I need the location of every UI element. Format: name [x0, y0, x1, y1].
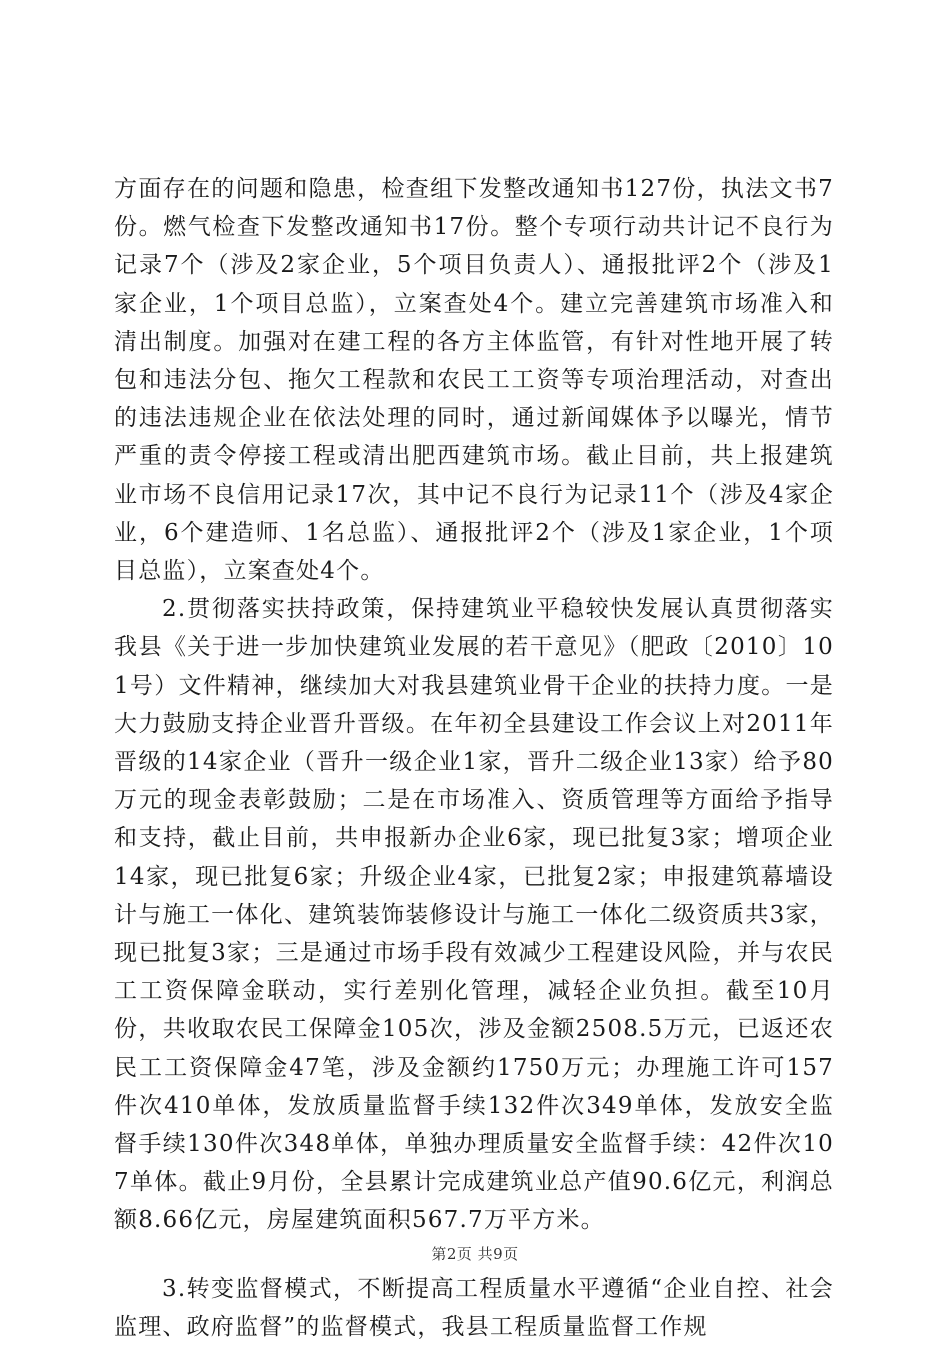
- paragraph-section-3: 3.转变监督模式，不断提高工程质量水平遵循“企业自控、社会监理、政府监督”的监督模式，我县工程质量监督工作规: [114, 1275, 834, 1340]
- page-footer: 第2页 共9页: [431, 1245, 519, 1263]
- paragraph-section-2: 2.贯彻落实扶持政策，保持建筑业平稳较快发展认真贯彻落实我县《关于进一步加快建筑业发展的若干意见》（肥政〔2010〕101号）文件精神，继续加大对我县建筑业骨干企业的扶持力度。一是大力鼓励支持企业晋升晋级。在年初全县建设工作会议上对2011年晋级的14家企业（晋升一级企业1家，晋升二级企业13家）给予80万元的现金表彰鼓励；二是在市场准入、资质管理等方面给予指导和支持，截止目前，共申报新办企业6家，现已批复3家；增项企业14家，现已批复6家；升级企业4家，已批复2家；申报建筑幕墙设计与施工一体化、建筑装饰装修设计与施工一体化二级资质共3家，现已批复3家；三是通过市场手段有效减少工程建设风险，并与农民工工资保障金联动，实行差别化管理，减轻企业负担。截至10月份，共收取农民工保障金105次，涉及金额2508.5万元，已返还农民工工资保障金47笔，涉及金额约1750万元；办理施工许可157件次410单体，发放质量监督手续132件次349单体，发放安全监督手续130件次348单体，单独办理质量安全监督手续：42件次107单体。截止9月份，全县累计完成建筑业总产值90.6亿元，利润总额8.66亿元，房屋建筑面积567.7万平方米。: [114, 596, 834, 1234]
- paragraph-continuation: 方面存在的问题和隐患，检查组下发整改通知书127份，执法文书7份。燃气检查下发整改通知书17份。整个专项行动共计记不良行为记录7个（涉及2家企业，5个项目负责人）、通报批评2个（涉及1家企业，1个项目总监），立案查处4个。建立完善建筑市场准入和清出制度。加强对在建工程的各方主体监管，有针对性地开展了转包和违法分包、拖欠工程款和农民工工资等专项治理活动，对查出的违法违规企业在依法处理的同时，通过新闻媒体予以曝光，情节严重的责令停接工程或清出肥西建筑市场。截止目前，共上报建筑业市场不良信用记录17次，其中记不良行为记录11个（涉及4家企业，6个建造师、1名总监）、通报批评2个（涉及1家企业，1个项目总监），立案查处4个。: [114, 176, 834, 585]
- document-body: [114, 170, 834, 1346]
